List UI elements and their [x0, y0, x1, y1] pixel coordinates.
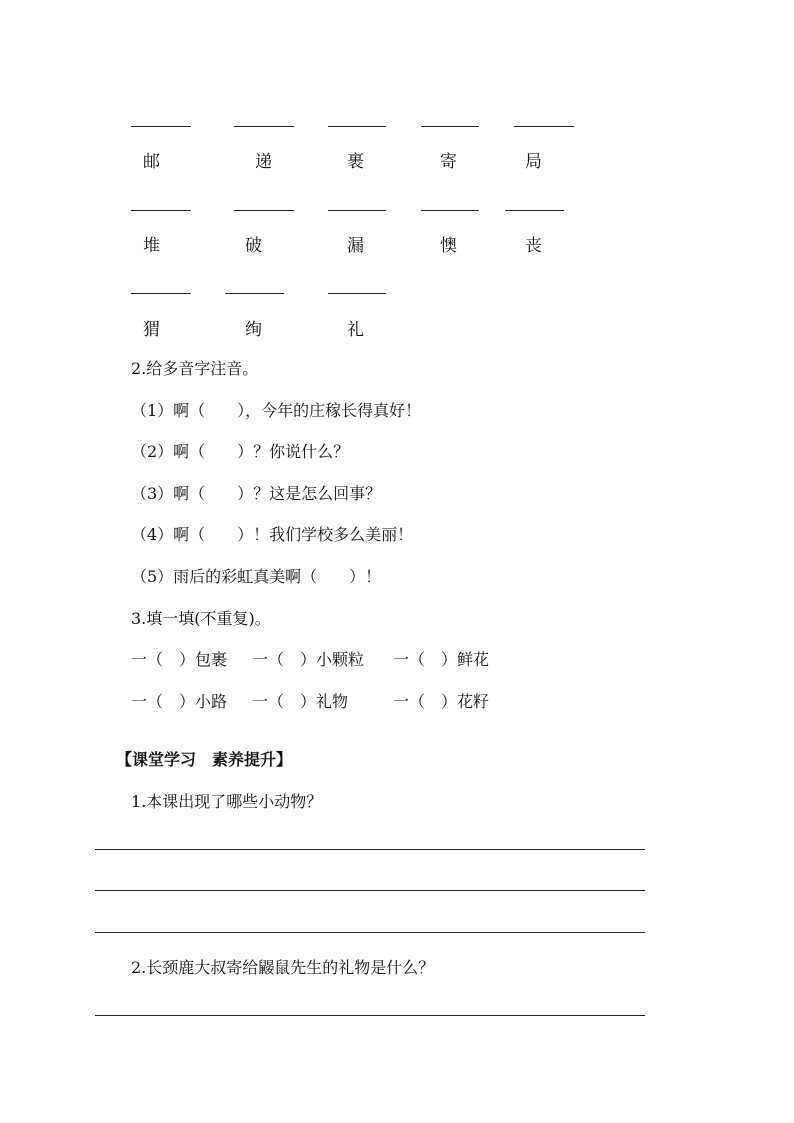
pinyin-char: 礼 — [347, 320, 364, 340]
question-item: （5）雨后的彩虹真美啊（ ）！ — [131, 567, 382, 586]
fill-item: 一（ ）小颗粒 — [252, 650, 365, 669]
pinyin-char: 递 — [255, 152, 272, 172]
pinyin-blank[interactable] — [421, 126, 479, 127]
pinyin-blank[interactable] — [421, 210, 479, 211]
section-header: 【课堂学习 素养提升】 — [116, 750, 293, 769]
fill-item: 一（ ）小路 — [131, 692, 228, 711]
question-title: 3.填一填(不重复)。 — [131, 609, 271, 628]
pinyin-blank[interactable] — [514, 126, 574, 127]
pinyin-char: 寄 — [440, 152, 457, 172]
fill-item: 一（ ）礼物 — [252, 692, 349, 711]
question-title: 1.本课出现了哪些小动物？ — [131, 792, 323, 811]
question-item: （4）啊（ ）！我们学校多么美丽！ — [131, 525, 414, 544]
answer-line[interactable] — [95, 849, 645, 850]
pinyin-char: 裹 — [347, 152, 364, 172]
pinyin-char: 漏 — [347, 236, 364, 256]
pinyin-blank[interactable] — [328, 293, 386, 294]
pinyin-blank[interactable] — [225, 293, 284, 294]
fill-item: 一（ ）花籽 — [393, 692, 490, 711]
pinyin-char: 堆 — [143, 236, 160, 256]
pinyin-char: 绚 — [245, 320, 262, 340]
question-title: 2.给多音字注音。 — [131, 359, 259, 378]
pinyin-blank[interactable] — [234, 126, 294, 127]
pinyin-char: 破 — [245, 236, 262, 256]
pinyin-blank[interactable] — [328, 210, 386, 211]
pinyin-char: 猬 — [143, 320, 160, 340]
fill-item: 一（ ）包裹 — [131, 650, 228, 669]
answer-line[interactable] — [95, 932, 645, 933]
answer-line[interactable] — [95, 890, 645, 891]
pinyin-blank[interactable] — [131, 210, 191, 211]
pinyin-blank[interactable] — [131, 126, 191, 127]
pinyin-char: 局 — [525, 152, 542, 172]
pinyin-char: 懊 — [440, 236, 457, 256]
pinyin-char: 邮 — [143, 152, 160, 172]
question-item: （1）啊（ ），今年的庄稼长得真好！ — [131, 401, 422, 420]
pinyin-blank[interactable] — [131, 293, 191, 294]
question-item: （3）啊（ ）？这是怎么回事？ — [131, 484, 382, 503]
question-item: （2）啊（ ）？你说什么？ — [131, 442, 350, 461]
pinyin-char: 丧 — [525, 236, 542, 256]
question-title: 2.长颈鹿大叔寄给鼹鼠先生的礼物是什么？ — [131, 958, 435, 977]
fill-item: 一（ ）鲜花 — [393, 650, 490, 669]
pinyin-blank[interactable] — [328, 126, 386, 127]
pinyin-blank[interactable] — [505, 210, 564, 211]
pinyin-blank[interactable] — [234, 210, 294, 211]
answer-line[interactable] — [95, 1015, 645, 1016]
